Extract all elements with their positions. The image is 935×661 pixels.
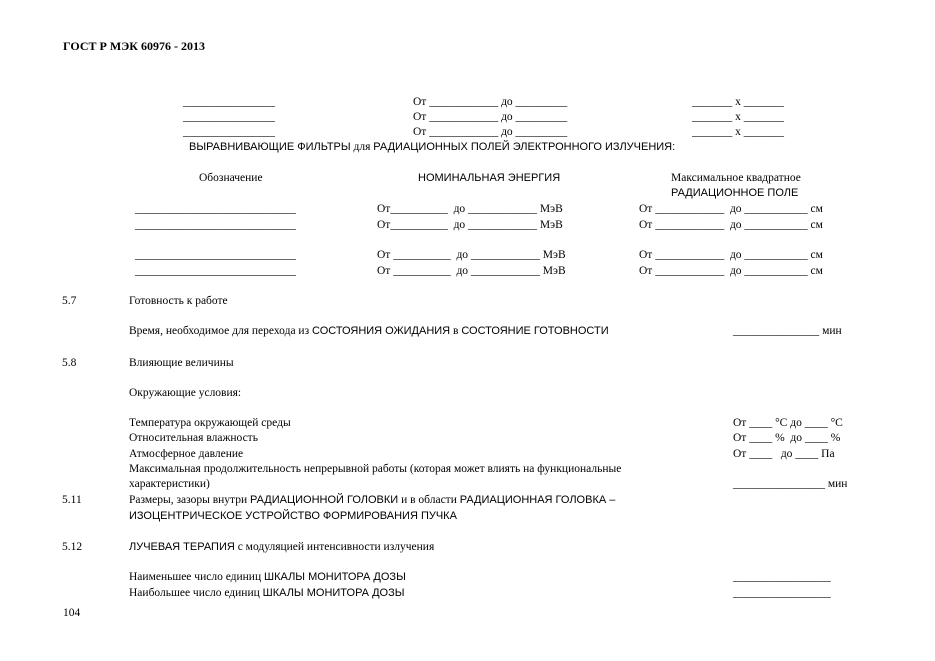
text-part: с модуляцией интенсивности излучения [234,541,435,553]
filters-title-part: ВЫРАВНИВАЮЩИЕ ФИЛЬТРЫ [189,141,351,153]
field-range: От ____________ до ___________ см [639,219,823,231]
temperature-value: От ____ °С до ____ °С [733,417,843,429]
column-header-energy: НОМИНАЛЬНАЯ ЭНЕРГИЯ [418,172,561,184]
text-part: РАДИАЦИОННАЯ ГОЛОВКА – [459,494,616,506]
max-operation-label-line1: Максимальная продолжительность непрерывной работы (которая может влиять на функциональные [129,463,622,475]
dimensions-line1 [129,494,615,507]
text-part: РАДИАЦИОННОЙ ГОЛОВКИ [250,494,399,506]
section-number: 5.8 [62,357,77,369]
section-title: Влияющие величины [129,357,234,369]
section-number: 5.11 [62,494,82,506]
dims-field: _______ х _______ [692,96,784,108]
dimensions-line2: ИЗОЦЕНТРИЧЕСКОЕ УСТРОЙСТВО ФОРМИРОВАНИЯ ПУЧКА [129,510,457,522]
text-part: Время, необходимое для перехода из [129,325,312,337]
range-field: От ____________ до _________ [413,96,568,108]
blank-field: ________________ [183,96,275,108]
energy-range: От __________ до ____________ МэВ [377,249,566,261]
text-part: Размеры, зазоры внутри [129,494,250,506]
dims-field: _______ х _______ [692,111,784,123]
column-header-field-line1: Максимальное квадратное [671,172,801,184]
humidity-label: Относительная влажность [129,432,258,444]
text-part: ЛУЧЕВАЯ ТЕРАПИЯ [129,541,235,553]
field-range: От ____________ до ___________ см [639,203,823,215]
range-field: От ____________ до _________ [413,126,568,138]
section-title: Готовность к работе [129,295,228,307]
field-range: От ____________ до ___________ см [639,265,823,277]
designation-blank: ____________________________ [135,219,296,231]
designation-blank: ____________________________ [135,203,296,215]
humidity-value: От ____ % до ____ % [733,432,841,444]
designation-blank: ____________________________ [135,265,296,277]
readiness-time-value: _______________ мин [733,325,842,337]
max-operation-label-line2: характеристики) [129,478,210,490]
blank-field: ________________ [183,111,275,123]
min-mu-label [129,571,406,584]
energy-range: От__________ до ____________ МэВ [377,203,563,215]
pressure-value: От ____ до ____ Па [733,448,835,460]
column-header-field-line2: РАДИАЦИОННОЕ ПОЛЕ [671,187,799,199]
text-part: в [450,325,462,337]
text-part: Наименьшее число единиц [129,571,264,583]
max-operation-value: ________________ мин [733,478,848,490]
text-part: СОСТОЯНИЕ ГОТОВНОСТИ [461,325,609,337]
text-part: Наибольшее число единиц [129,587,263,599]
max-mu-value: _________________ [733,587,831,599]
column-header-designation: Обозначение [199,172,263,184]
blank-field: ________________ [183,126,275,138]
page-number: 104 [63,607,81,619]
section-number: 5.7 [62,295,77,307]
max-mu-label [129,587,404,600]
text-part: ШКАЛЫ МОНИТОРА ДОЗЫ [264,571,406,583]
energy-range: От__________ до ____________ МэВ [377,219,563,231]
field-range: От ____________ до ___________ см [639,249,823,261]
min-mu-value: _________________ [733,571,831,583]
readiness-time-label [129,325,609,338]
section-title [129,541,434,554]
pressure-label: Атмосферное давление [129,448,244,460]
energy-range: От __________ до ____________ МэВ [377,265,566,277]
text-part: ШКАЛЫ МОНИТОРА ДОЗЫ [262,587,405,599]
dims-field: _______ х _______ [692,126,784,138]
text-part: и в области [398,494,460,506]
temperature-label: Температура окружающей среды [129,417,291,429]
filters-title-part: РАДИАЦИОННЫХ ПОЛЕЙ ЭЛЕКТРОННОГО ИЗЛУЧЕНИЯ: [373,141,676,153]
section-number: 5.12 [62,541,83,553]
document-id: ГОСТ Р МЭК 60976 - 2013 [63,39,205,53]
filters-title-part: для [350,141,374,153]
designation-blank: ____________________________ [135,249,296,261]
environment-heading: Окружающие условия: [129,387,242,399]
range-field: От ____________ до _________ [413,111,568,123]
filters-title [189,141,675,154]
text-part: СОСТОЯНИЯ ОЖИДАНИЯ [312,325,451,337]
